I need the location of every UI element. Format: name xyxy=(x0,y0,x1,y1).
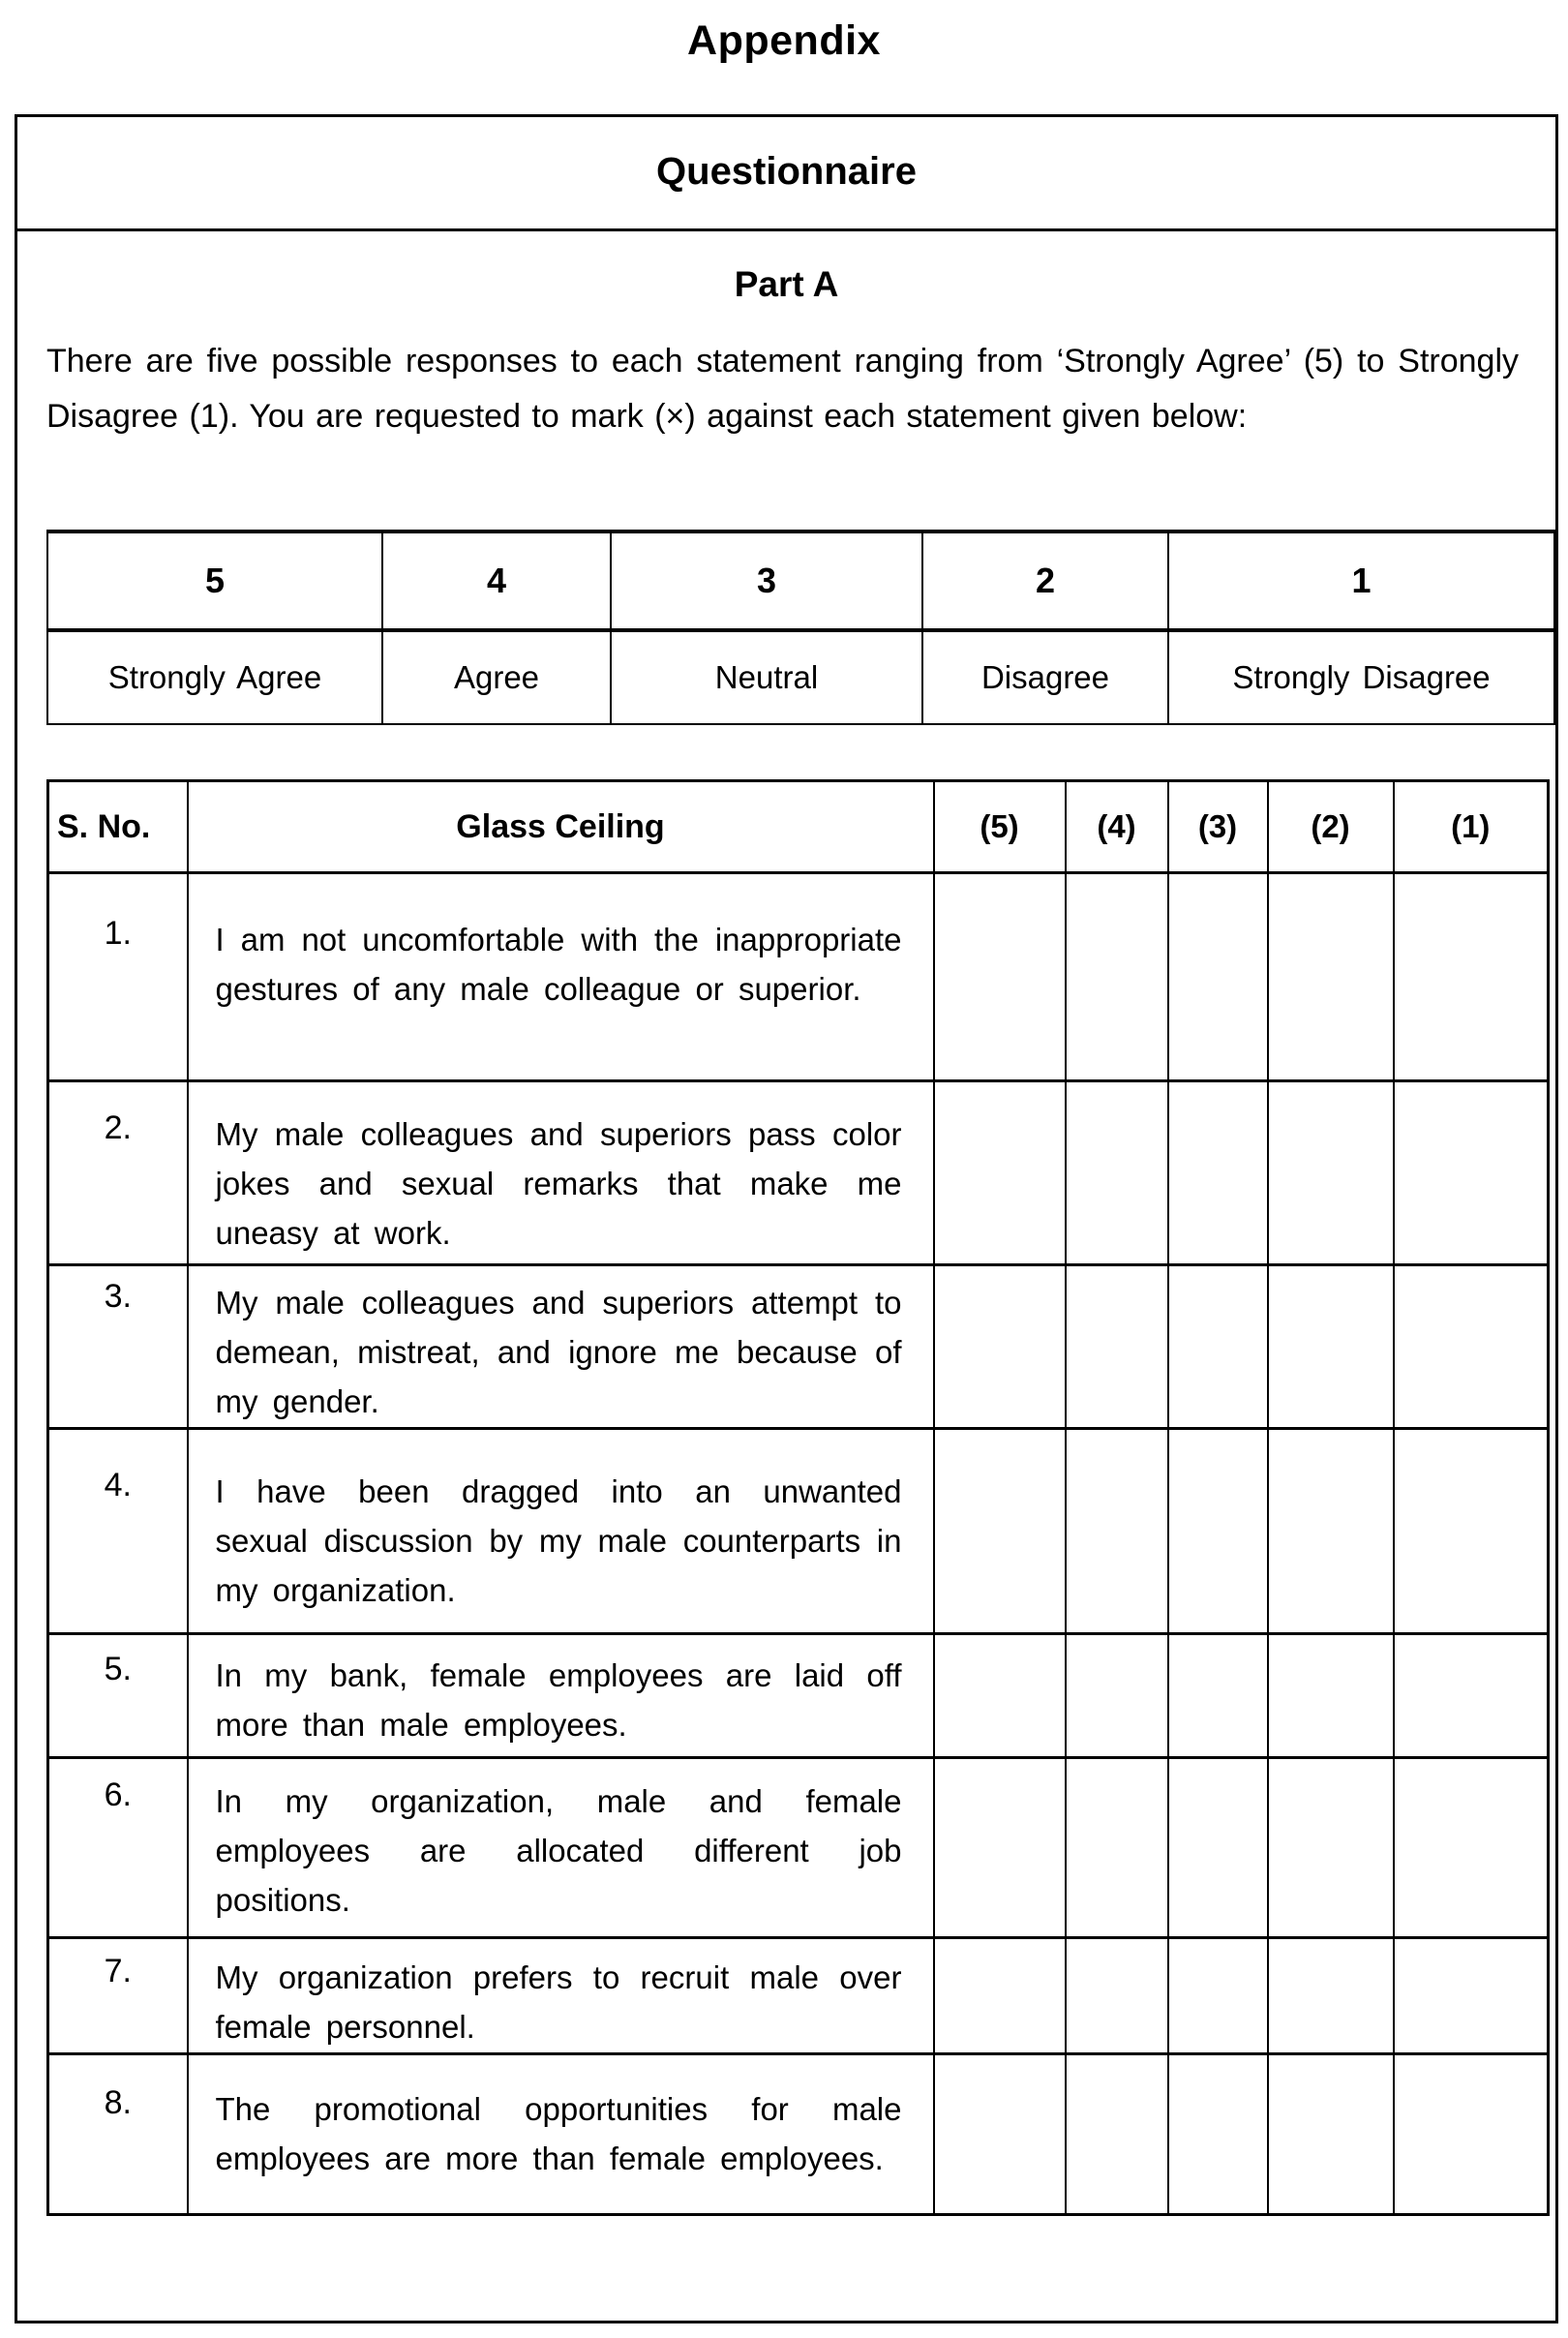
response-cell-2 xyxy=(1268,1429,1394,1634)
response-cell-5 xyxy=(934,2054,1066,2215)
page-title: Appendix xyxy=(687,17,881,64)
header-rating-5: (5) xyxy=(934,781,1066,873)
question-statement: I have been dragged into an unwanted sexual discussion by my male counterparts in my organization. xyxy=(188,1429,934,1634)
response-cell-3 xyxy=(1168,1634,1268,1758)
question-number: 5. xyxy=(48,1634,188,1758)
header-rating-1: (1) xyxy=(1394,781,1549,873)
response-cell-5 xyxy=(934,1938,1066,2054)
response-cell-5 xyxy=(934,1429,1066,1634)
question-row-3 xyxy=(48,1265,1549,1429)
response-cell-1 xyxy=(1394,1634,1549,1758)
scale-value-3: 3 xyxy=(611,531,922,630)
question-statement: In my organization, male and female employees are allocated different job positions. xyxy=(188,1758,934,1938)
question-row-4 xyxy=(48,1429,1549,1634)
header-glass-ceiling: Glass Ceiling xyxy=(188,781,934,873)
response-cell-5 xyxy=(934,873,1066,1081)
response-cell-1 xyxy=(1394,1081,1549,1265)
questions-table xyxy=(46,779,1550,2216)
scale-label-strongly-disagree: Strongly Disagree xyxy=(1168,630,1554,724)
header-serial-number: S. No. xyxy=(48,781,188,873)
question-row-6 xyxy=(48,1758,1549,1938)
response-cell-3 xyxy=(1168,1429,1268,1634)
response-cell-1 xyxy=(1394,1265,1549,1429)
question-number: 6. xyxy=(48,1758,188,1938)
question-row-8 xyxy=(48,2054,1549,2215)
response-cell-2 xyxy=(1268,873,1394,1081)
questionnaire-frame xyxy=(15,114,1558,2323)
response-cell-1 xyxy=(1394,1938,1549,2054)
scale-label-disagree: Disagree xyxy=(922,630,1168,724)
response-cell-3 xyxy=(1168,1081,1268,1265)
response-cell-5 xyxy=(934,1081,1066,1265)
scale-label-neutral: Neutral xyxy=(611,630,922,724)
questions-header-row xyxy=(48,781,1549,873)
response-cell-2 xyxy=(1268,1265,1394,1429)
response-cell-2 xyxy=(1268,2054,1394,2215)
scale-value-1: 1 xyxy=(1168,531,1554,630)
question-row-5 xyxy=(48,1634,1549,1758)
response-cell-5 xyxy=(934,1265,1066,1429)
response-cell-4 xyxy=(1066,2054,1168,2215)
response-cell-2 xyxy=(1268,1938,1394,2054)
scale-labels-row xyxy=(47,630,1554,724)
response-cell-2 xyxy=(1268,1634,1394,1758)
response-cell-4 xyxy=(1066,1938,1168,2054)
response-cell-5 xyxy=(934,1758,1066,1938)
response-cell-3 xyxy=(1168,1758,1268,1938)
question-row-2 xyxy=(48,1081,1549,1265)
part-a-heading: Part A xyxy=(734,264,839,304)
scale-values-row xyxy=(47,531,1554,630)
scale-value-2: 2 xyxy=(922,531,1168,630)
response-cell-3 xyxy=(1168,2054,1268,2215)
question-number: 8. xyxy=(48,2054,188,2215)
response-cell-5 xyxy=(934,1634,1066,1758)
question-number: 2. xyxy=(48,1081,188,1265)
question-statement: My male colleagues and superiors pass color jokes and sexual remarks that make me uneasy at work. xyxy=(188,1081,934,1265)
header-rating-4: (4) xyxy=(1066,781,1168,873)
response-cell-2 xyxy=(1268,1758,1394,1938)
question-number: 4. xyxy=(48,1429,188,1634)
scale-label-strongly-agree: Strongly Agree xyxy=(107,659,322,695)
question-number: 7. xyxy=(48,1938,188,2054)
response-cell-1 xyxy=(1394,1429,1549,1634)
response-cell-1 xyxy=(1394,2054,1549,2215)
instructions-text: There are five possible responses to each statement ranging from ‘Strongly Agree’ (5) to Strongly Disagree (1). You are requested to mark (×) against each statement given below: xyxy=(46,343,1519,435)
response-cell-3 xyxy=(1168,873,1268,1081)
question-number: 3. xyxy=(48,1265,188,1429)
question-row-7 xyxy=(48,1938,1549,2054)
question-statement: My organization prefers to recruit male over female personnel. xyxy=(188,1938,934,2054)
response-cell-4 xyxy=(1066,1634,1168,1758)
question-number: 1. xyxy=(48,873,188,1081)
scale-value-5: 5 xyxy=(47,531,382,630)
response-cell-3 xyxy=(1168,1938,1268,2054)
response-cell-4 xyxy=(1066,1081,1168,1265)
header-rating-2: (2) xyxy=(1268,781,1394,873)
scale-value-4: 4 xyxy=(382,531,611,630)
question-statement: I am not uncomfortable with the inappropriate gestures of any male colleague or superior. xyxy=(188,873,934,1081)
response-cell-1 xyxy=(1394,1758,1549,1938)
questionnaire-title: Questionnaire xyxy=(17,117,1555,231)
question-statement: The promotional opportunities for male employees are more than female employees. xyxy=(188,2054,934,2215)
response-cell-4 xyxy=(1066,1265,1168,1429)
scale-label-agree: Agree xyxy=(382,630,611,724)
response-cell-1 xyxy=(1394,873,1549,1081)
response-cell-4 xyxy=(1066,1758,1168,1938)
response-cell-3 xyxy=(1168,1265,1268,1429)
question-statement: In my bank, female employees are laid off more than male employees. xyxy=(188,1634,934,1758)
question-row-1 xyxy=(48,873,1549,1081)
rating-scale-table xyxy=(46,530,1555,725)
header-rating-3: (3) xyxy=(1168,781,1268,873)
question-statement: My male colleagues and superiors attempt to demean, mistreat, and ignore me because of my gender. xyxy=(188,1265,934,1429)
response-cell-4 xyxy=(1066,1429,1168,1634)
response-cell-4 xyxy=(1066,873,1168,1081)
response-cell-2 xyxy=(1268,1081,1394,1265)
